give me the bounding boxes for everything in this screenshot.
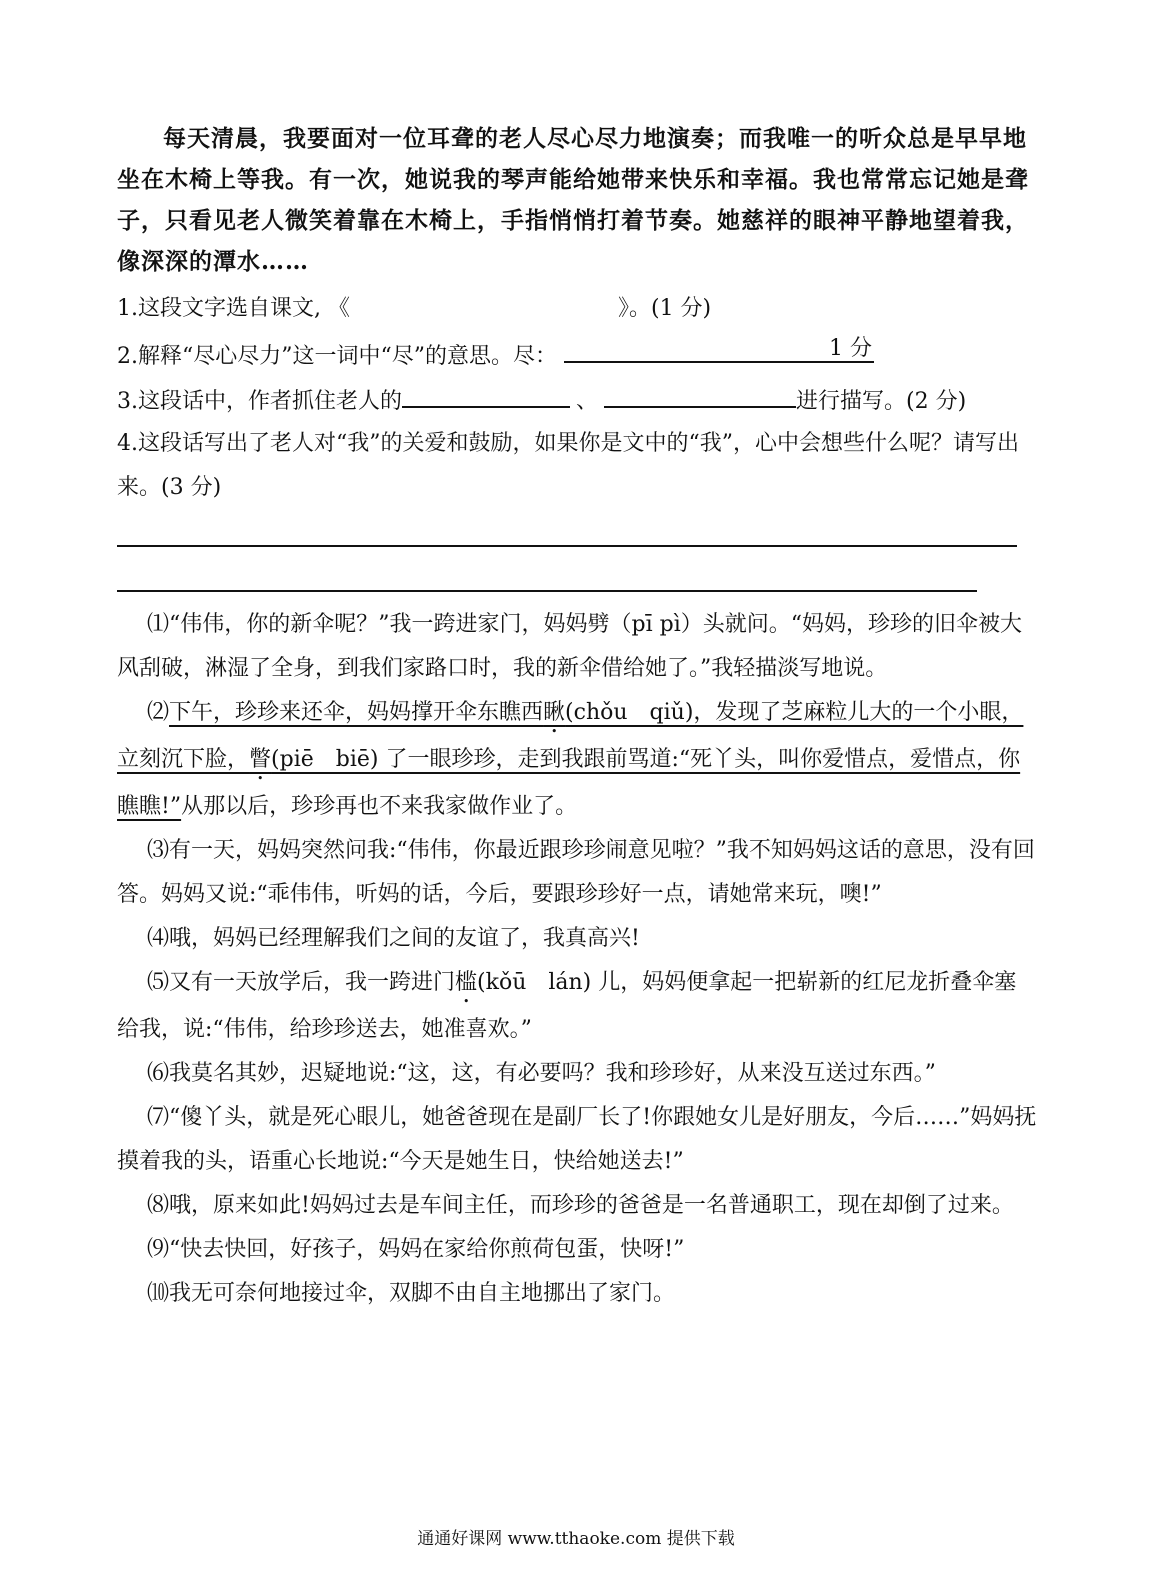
page-footer: 通通好课网 www.tthaoke.com 提供下载: [417, 1529, 735, 1549]
question-3: [117, 384, 966, 417]
question-3-text: 3.这段话中，作者抓住老人的: [117, 389, 402, 414]
question-4: 4.这段话写出了老人对“我”的关爱和鼓励，如果你是文中的“我”，心中会想些什么呢？请写出来。(3 分): [117, 431, 1019, 500]
question-2-score: 1 分: [828, 336, 872, 361]
question-2-answer-blank[interactable]: [564, 336, 874, 363]
question-2: [117, 336, 874, 372]
question-1: [117, 294, 711, 324]
story-paragraph-7: ⑺“傻丫头，就是死心眼儿，她爸爸现在是副厂长了!你跟她女儿是好朋友，今后……”妈妈抚摸着我的头，语重心长地说:“今天是她生日，快给她送去!”: [117, 1105, 1037, 1174]
story-paragraph-4: ⑷哦，妈妈已经理解我们之间的友谊了，我真高兴!: [147, 926, 640, 951]
dotted-char-kan: 槛: [455, 970, 478, 995]
underlined-part-3: (piē biē) 了一眼珍珍，走到我跟前骂道:“死丫头，叫你爱惜点，爱惜点，你瞧瞧!”: [117, 747, 1021, 819]
story-paragraph-3: ⑶有一天，妈妈突然问我:“伟伟，你最近跟珍珍闹意见啦？”我不知妈妈这话的意思，没有回答。妈妈又说:“乖伟伟，听妈的话，今后，要跟珍珍好一点，请她常来玩，噢!”: [117, 838, 1035, 907]
question-3-blank-1[interactable]: [402, 384, 570, 408]
story-paragraph-2-tail: 从那以后，珍珍再也不来我家做作业了。: [181, 794, 578, 819]
question-3-suffix: 进行描写。(2 分): [796, 389, 967, 414]
underlined-part-1: 下午，珍珍来还伞，妈妈撑开伞东瞧西: [169, 700, 544, 725]
question-3-blank-2[interactable]: [604, 384, 796, 408]
story-paragraph-1: ⑴“伟伟，你的新伞呢？”我一跨进家门，妈妈劈（pī pì）头就问。“妈妈，珍珍的旧伞被大风刮破，淋湿了全身，到我们家路口时，我的新伞借给她了。”我轻描淡写地说。: [117, 612, 1022, 681]
story-paragraph-5-part-2: (kǒū lán) 儿，妈妈便拿起一把崭新的红尼龙折叠伞塞给我，说:“伟伟，给珍珍送去，她准喜欢。”: [117, 970, 1017, 1042]
story-paragraph-10: ⑽我无可奈何地接过伞，双脚不由自主地挪出了家门。: [147, 1281, 676, 1306]
story-paragraph-2-number: ⑵: [147, 700, 170, 725]
question-1-text: 1.这段文字选自课文, 《: [117, 296, 350, 321]
story-paragraph-8: ⑻哦，原来如此!妈妈过去是车间主任，而珍珍的爸爸是一名普通职工，现在却倒了过来。: [147, 1193, 1014, 1218]
answer-line-1[interactable]: [117, 545, 1017, 547]
story-paragraph-9: ⑼“快去快回，好孩子，妈妈在家给你煎荷包蛋，快呀!”: [147, 1237, 685, 1262]
underlined-part-2: (chǒu qiǔ)，发现了芝麻粒儿大的一个小眼，立刻沉下脸，: [117, 700, 1024, 772]
dotted-char-chou: 瞅: [543, 700, 566, 725]
question-2-text: 2.解释“尽心尽力”这一词中“尽”的意思。尽：: [117, 344, 557, 369]
answer-line-2[interactable]: [117, 590, 977, 592]
question-1-score: 》。(1 分): [617, 296, 712, 321]
passage-excerpt: 每天清晨，我要面对一位耳聋的老人尽心尽力地演奏；而我唯一的听众总是早早地坐在木椅上等我。有一次，她说我的琴声能给她带来快乐和幸福。我也常常忘记她是聋子，只看见老人微笑着靠在木椅上，手指悄悄打着节奏。她慈祥的眼神平静地望着我，像深深的潭水……: [117, 125, 1029, 275]
story-paragraph-2: [117, 691, 1037, 829]
story-paragraph-6: ⑹我莫名其妙，迟疑地说:“这，这，有必要吗？我和珍珍好，从来没互送过东西。”: [147, 1061, 936, 1086]
story-paragraph-5: [117, 961, 1037, 1052]
question-3-separator: 、: [576, 389, 599, 414]
reading-passage: [117, 603, 1037, 1316]
dotted-char-pie: 瞥: [249, 747, 272, 772]
story-paragraph-5-part-1: ⑸又有一天放学后，我一跨进门: [147, 970, 456, 995]
